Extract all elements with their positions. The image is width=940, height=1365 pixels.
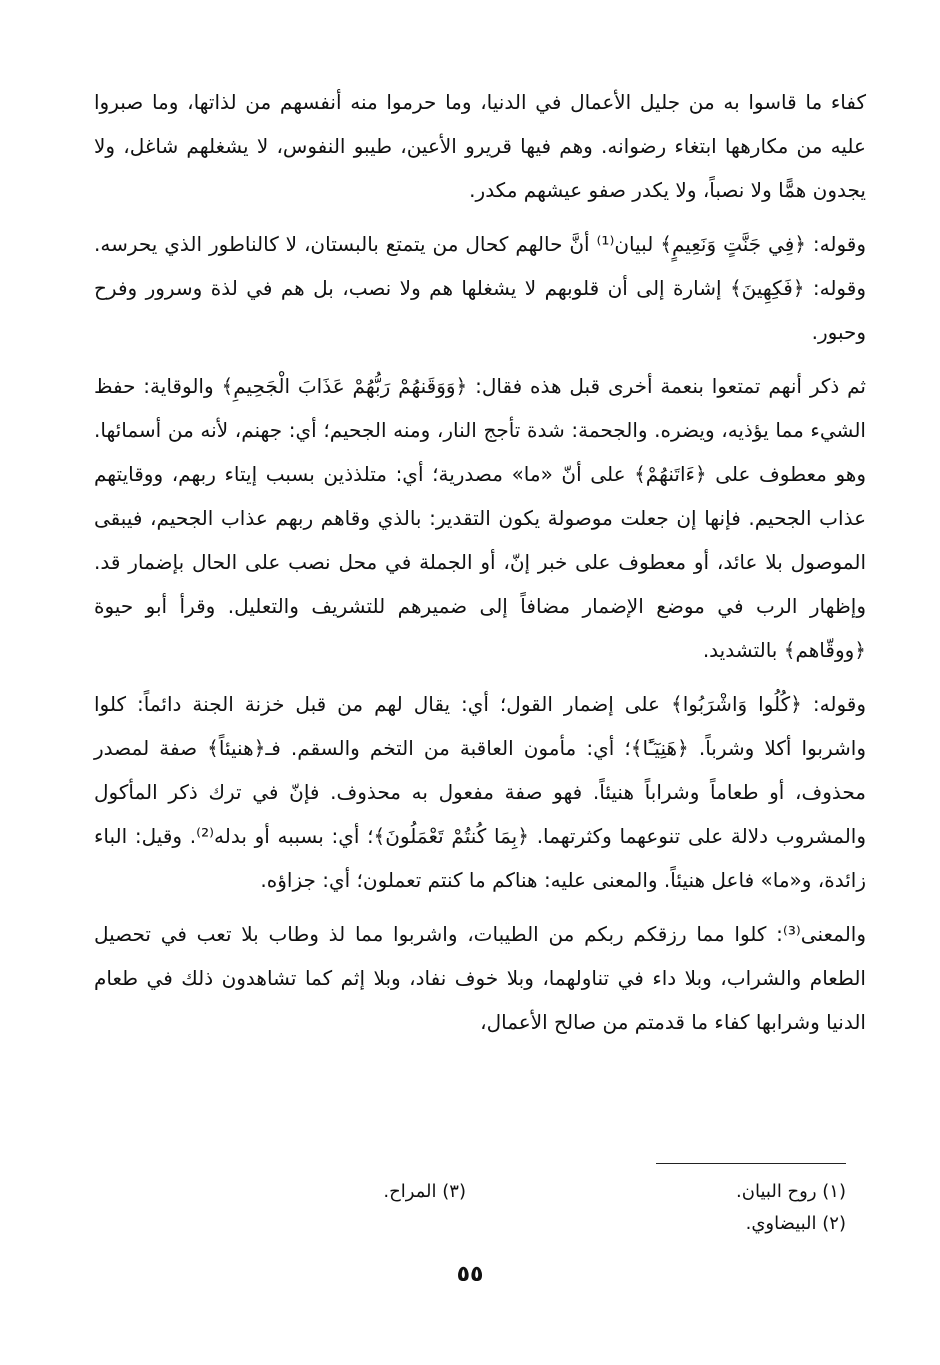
footnote-divider	[656, 1163, 846, 1164]
page-body	[94, 80, 866, 1050]
paragraph-4: وقوله: ﴿كُلُوا وَاشْرَبُوا﴾ على إضمار القول؛ أي: يقال لهم من قبل خزنة الجنة دائماً: كلوا واشربوا أكلا وشرباً. ﴿هَنِيٓـًٔا﴾؛ أي: مأمون العاقبة من التخم والسقم. فـ﴿هنيئاً﴾ صفة لمصدر محذوف، أو طعاماً وشراباً هنيئاً. فهو صفة مفعول به محذوف. فإنّ في ترك ذكر المأكول والمشروب دلالة على تنوعهما وكثرتهما. ﴿بِمَا كُنتُمْ تَعْمَلُونَ﴾؛ أي: بسببه أو بدله⁽²⁾. وقيل: الباء زائدة، و«ما» فاعل هنيئاً. والمعنى عليه: هناكم ما كنتم تعملون؛ أي: جزاؤه.	[94, 692, 866, 892]
page-number: ٥٥	[456, 1262, 484, 1287]
footnote-row-1	[74, 1176, 846, 1208]
paragraph-2: وقوله: ﴿فِي جَنَّتٍ وَنَعِيمٍ﴾ لبيان⁽¹⁾ أنَّ حالهم كحال من يتمتع بالبستان، لا كالناطور الذي يحرسه. وقوله: ﴿فَكِهِينَ﴾ إشارة إلى أن قلوبهم لا يشغلها هم ولا نصب، بل هم في لذة وسرور وفرح وحبور.	[94, 232, 866, 344]
footnotes	[74, 1176, 846, 1240]
footnote-row-2	[74, 1208, 846, 1240]
paragraph-1: كفاء ما قاسوا به من جليل الأعمال في الدنيا، وما حرموا منه أنفسهم من لذاتها، وما صبروا عليه من مكارهها ابتغاء رضوانه. وهم فيها قريرو الأعين، طيبو النفوس، لا يشغلهم شاغل، ولا يجدون همًّا ولا نصباً، ولا يكدر صفو عيشهم مكدر.	[94, 90, 866, 202]
paragraph-3: ثم ذكر أنهم تمتعوا بنعمة أخرى قبل هذه فقال: ﴿وَوَقَنهُمْ رَبُّهُمْ عَذَابَ الْجَحِيمِ﴾ والوقاية: حفظ الشيء مما يؤذيه، ويضره. والجحمة: شدة تأجج النار، ومنه الجحيم؛ أي: جهنم، لأنه من أسمائها. وهو معطوف على ﴿ءَاتَنهُمْ﴾ على أنّ «ما» مصدرية؛ أي: متلذذين بسبب إيتاء ربهم، ووقايتهم عذاب الجحيم. فإنها إن جعلت موصولة يكون التقدير: بالذي وقاهم ربهم عذاب الجحيم، فيبقى الموصول بلا عائد، أو معطوف على خبر إنّ، أو الجملة في محل نصب على الحال بإضمار قد. وإظهار الرب في موضع الإضمار مضافاً إلى ضميرهم للتشريف والتعليل. وقرأ أبو حيوة ﴿ووقّاهم﴾ بالتشديد.	[94, 374, 866, 662]
footnote-3: (٣) المراح.	[383, 1181, 466, 1202]
paragraph-5: والمعنى⁽³⁾: كلوا مما رزقكم ربكم من الطيبات، واشربوا مما لذ وطاب بلا تعب في تحصيل الطعام والشراب، وبلا داء في تناولهما، وبلا خوف نفاد، وبلا إثم كما تشاهدون ذلك في طعام الدنيا وشرابها كفاء ما قدمتم من صالح الأعمال،	[94, 922, 866, 1034]
footnote-1: (١) روح البيان.	[736, 1181, 846, 1202]
footnote-2: (٢) البيضاوي.	[745, 1213, 846, 1234]
